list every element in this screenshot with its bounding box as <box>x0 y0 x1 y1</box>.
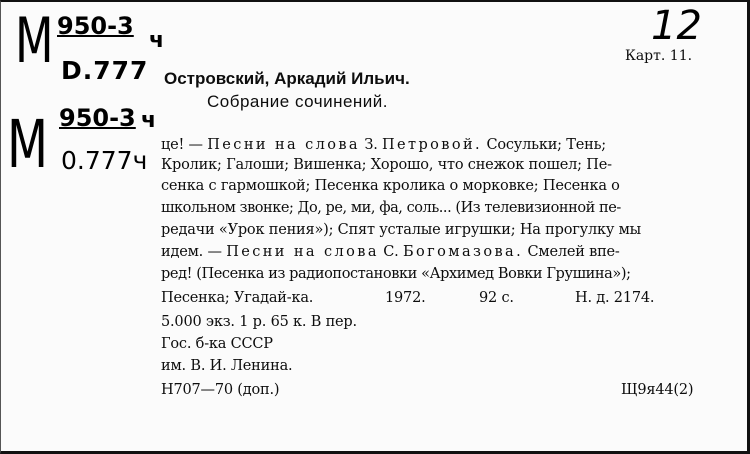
shelfmark-2-code: 0.777ч <box>61 146 148 175</box>
shelfmark-1-number: 950-3 <box>57 12 134 40</box>
publisher-number: Н. д. 2174. <box>575 290 655 306</box>
body-line-6-c: С. <box>378 244 403 260</box>
body-line-6 <box>161 244 620 260</box>
classification-code: Щ9я44(2) <box>621 382 694 398</box>
shelfmark-1-code: D.777 <box>61 56 149 85</box>
library-name: Гос. б-ка СССР <box>161 336 273 352</box>
body-line-1-a: це! — <box>161 137 208 153</box>
body-line-6-a: идем. — <box>161 244 227 260</box>
shelfmark-2-number: 950-3 <box>59 104 136 132</box>
songs-heading-2: Песни на слова <box>226 244 379 260</box>
shelfmark-1-prefix: M <box>15 4 54 77</box>
body-line-8-a: Песенка; Угадай-ка. <box>161 290 314 306</box>
body-line-1-c: З. <box>359 137 383 153</box>
handwritten-card-number: 12 <box>651 3 702 49</box>
library-name-2: им. В. И. Ленина. <box>161 358 293 374</box>
body-line-1-e: Сосульки; Тень; <box>482 137 606 153</box>
body-line-6-e: Смелей впе- <box>523 244 620 260</box>
body-line-5: редачи «Урок пения»); Спят усталые игрушки; На прогулку мы <box>161 222 641 238</box>
body-line-1 <box>161 137 606 153</box>
body-line-3: сенка с гармошкой; Песенка кролика о морковке; Песенка о <box>161 178 620 194</box>
shelfmark-1-suffix: ч <box>149 28 165 53</box>
shelfmark-2-prefix: M <box>7 106 49 183</box>
body-line-4: школьном звонке; До, ре, ми, фа, соль... (Из телевизионной пе- <box>161 200 621 216</box>
songs-heading-1: Песни на слова <box>207 137 360 153</box>
page-count: 92 с. <box>479 290 514 306</box>
card-number: Карт. 11. <box>625 48 693 64</box>
body-line-2: Кролик; Галоши; Вишенка; Хорошо, что снежок пошел; Пе- <box>161 157 612 173</box>
lyricist-2: Богомазова. <box>403 244 524 260</box>
publication-year: 1972. <box>385 290 426 306</box>
order-number: Н707—70 (доп.) <box>161 382 280 398</box>
print-run-price: 5.000 экз. 1 р. 65 к. В пер. <box>161 314 357 330</box>
shelfmark-2-suffix: ч <box>141 108 157 133</box>
lyricist-1: Петровой. <box>382 137 483 153</box>
collection-title: Собрание сочинений. <box>207 92 389 111</box>
author-heading: Островский, Аркадий Ильич. <box>164 69 410 88</box>
body-line-7: ред! (Песенка из радиопостановки «Архимед Вовки Грушина»); <box>161 266 631 282</box>
